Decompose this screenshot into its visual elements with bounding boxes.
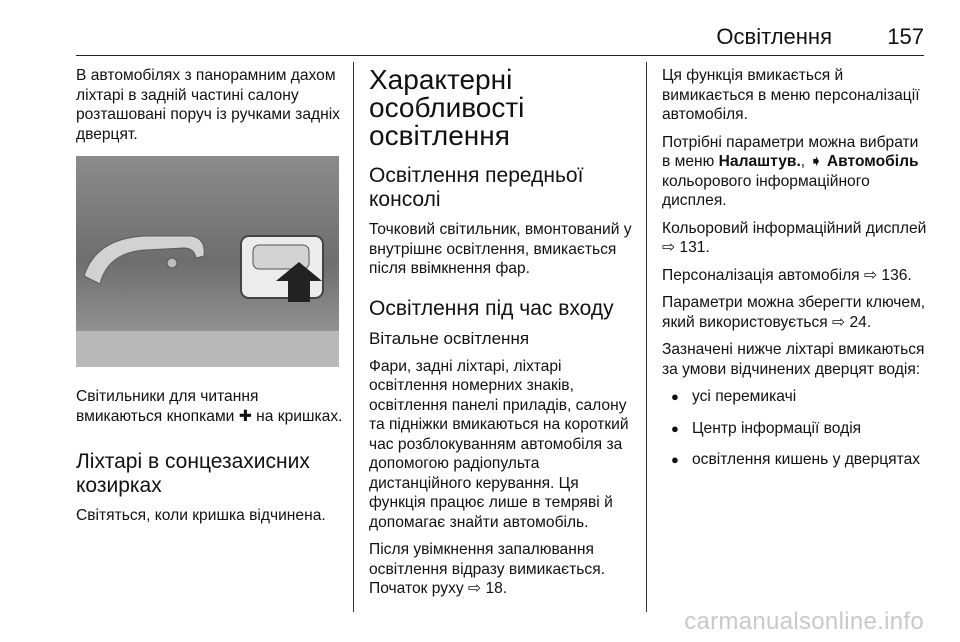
page-ref-link[interactable]: 24.	[849, 313, 872, 331]
column-divider-2	[646, 62, 647, 612]
section-heading-console-lighting: Освітлення передньої консолі	[369, 164, 584, 211]
page-ref-link[interactable]: 18.	[485, 580, 508, 597]
page-ref-link[interactable]: 136.	[881, 266, 912, 284]
watermark: carmanualsonline.info	[684, 608, 924, 635]
personalization-ref-text: Персоналізація автомобіля ⇨ 136.	[662, 266, 912, 284]
ref-arrow-icon: ⇨	[468, 580, 482, 597]
list-item: ● усі перемикачі	[662, 387, 930, 407]
menu-settings-label: Налаштув.	[718, 153, 801, 170]
plus-icon: ✚	[238, 407, 252, 425]
section-heading-visor-lights: Ліхтарі в сонцезахисних козирках	[76, 450, 310, 497]
console-lighting-text: Точковий світильник, вмонтований у внутрішнє освітлення, вмикається після ввімкнення фар.	[369, 221, 632, 277]
column-2	[369, 66, 637, 607]
menu-arrow-icon: ➧	[809, 153, 823, 170]
chapter-heading: Характерні особливості освітлення	[369, 64, 525, 151]
list-item: ● освітлення кишень у дверцятах	[662, 450, 930, 470]
welcome-lighting-text: Фари, задні ліхтарі, ліхтарі освітлення номерних знаків, освітлення панелі приладів, салону та підніжки вмикаються на короткий час розблокуванням автомобіля за допомогою радіопульта дистанційного керування. Ця функція працює лише в темряві й допомагає знайти автомобіль.	[369, 357, 629, 531]
page-ref-link[interactable]: 131.	[679, 239, 710, 256]
column-divider-1	[353, 62, 354, 612]
photo-caption: Світильники для читання вмикаються кнопками ✚ на кришках.	[76, 388, 343, 425]
menu-vehicle-label: Автомобіль	[826, 153, 919, 170]
column-1	[76, 66, 344, 534]
page-header-title: Освітлення	[716, 24, 832, 49]
ref-arrow-icon: ⇨	[832, 313, 846, 331]
door-open-text: Зазначені нижче ліхтарі вмикаються за умови відчинених дверцят водія:	[662, 341, 925, 378]
subheading-welcome-lighting: Вітальне освітлення	[369, 328, 530, 348]
ignition-text: Після увімкнення запалювання освітлення відразу вимикається. Початок руху ⇨ 18.	[369, 541, 605, 597]
key-memory-text: Параметри можна зберегти ключем, який використовується ⇨ 24.	[662, 294, 926, 331]
page-number: 157	[887, 24, 924, 49]
ref-arrow-icon: ⇨	[662, 239, 676, 256]
list-item: ● Центр інформації водія	[662, 419, 930, 439]
header-rule	[76, 55, 924, 56]
lights-bullet-list	[662, 387, 930, 470]
menu-path-text: Потрібні параметри можна вибрати в меню Налаштув., ➧ Автомобіль кольорового інформаційного дисплея.	[662, 133, 919, 209]
menu-toggle-text: Ця функція вмикається й вимикається в меню персоналізації автомобіля.	[662, 67, 920, 123]
ref-arrow-icon: ⇨	[863, 266, 878, 284]
intro-paragraph: В автомобілях з панорамним дахом ліхтарі в задній частині салону розташовані поруч із ручками задніх дверцят.	[76, 67, 340, 143]
section-heading-entry-lighting: Освітлення під час входу	[369, 296, 614, 320]
reading-lights-photo	[76, 156, 339, 367]
display-ref-text: Кольоровий інформаційний дисплей ⇨ 131.	[662, 219, 927, 256]
column-3	[662, 66, 930, 482]
visor-lights-text: Світяться, коли кришка відчинена.	[76, 507, 326, 524]
